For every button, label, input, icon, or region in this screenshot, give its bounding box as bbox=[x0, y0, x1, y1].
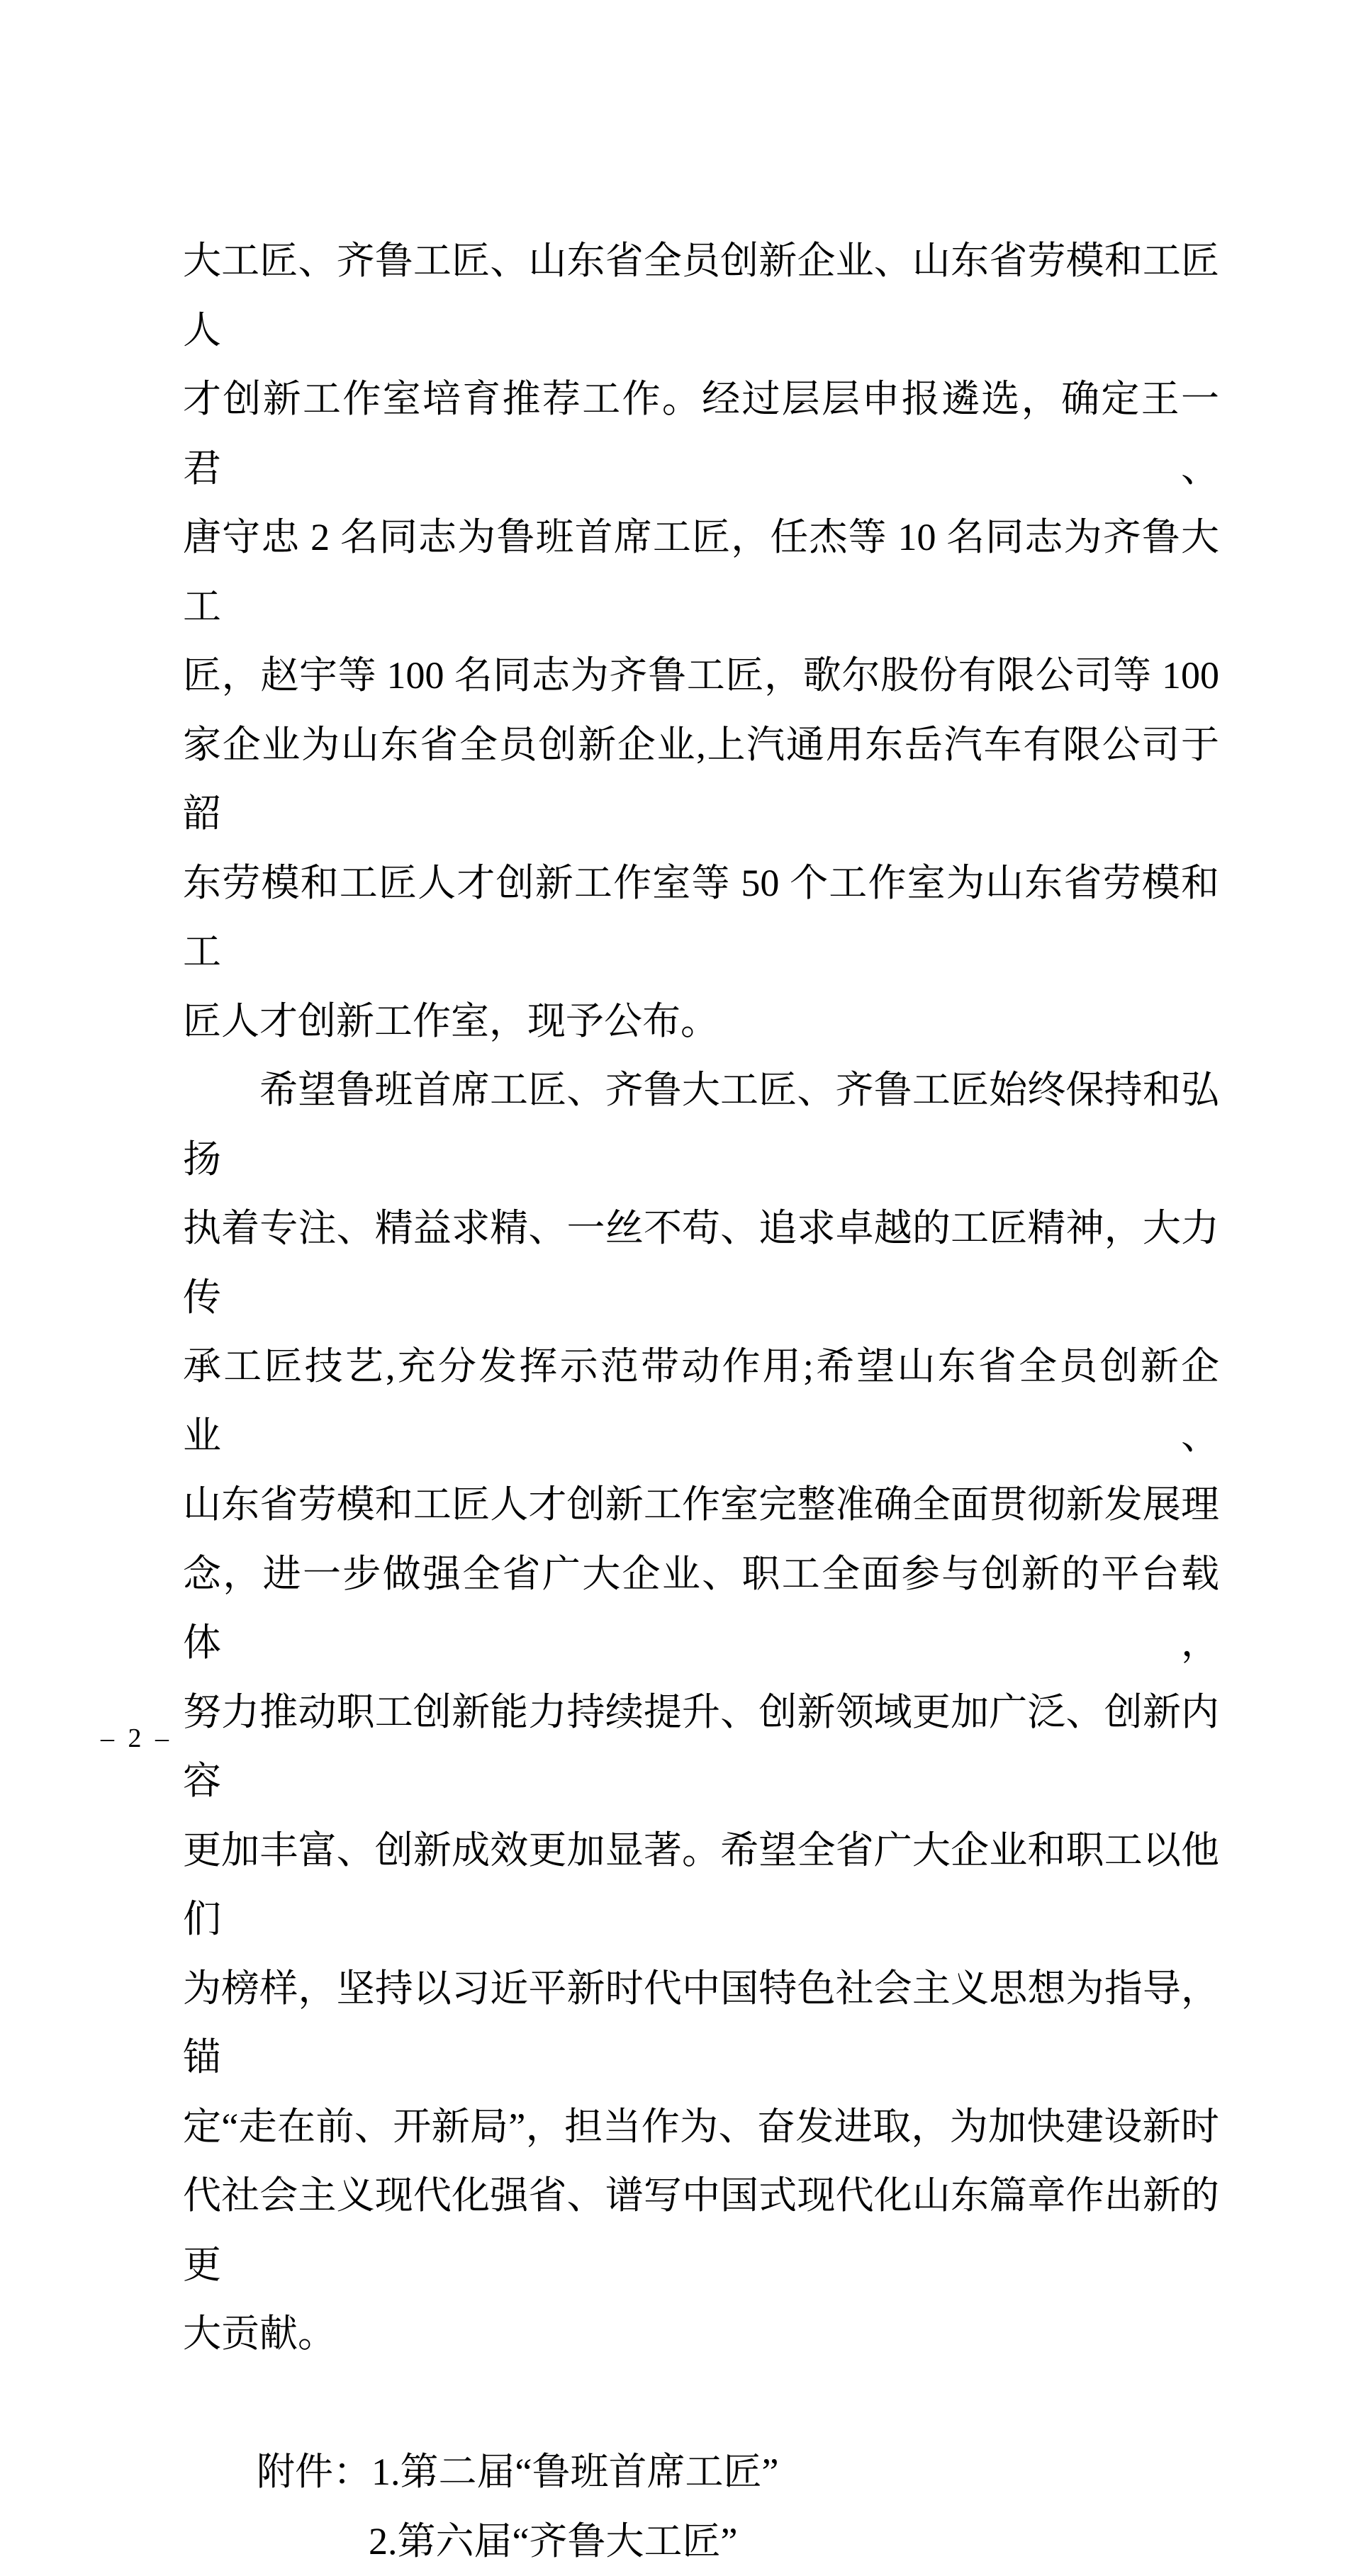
body-line: 山东省劳模和工匠人才创新工作室完整准确全面贯彻新发展理 bbox=[183, 1470, 1219, 1540]
body-line: 努力推动职工创新能力持续提升、创新领域更加广泛、创新内容 bbox=[183, 1678, 1219, 1816]
attachment-list-line-1: 附件：1.第二届“鲁班首席工匠” bbox=[183, 2438, 1219, 2507]
body-text-block bbox=[183, 227, 1219, 2576]
body-line: 大贡献。 bbox=[183, 2300, 1219, 2369]
body-line: 代社会主义现代化强省、谱写中国式现代化山东篇章作出新的更 bbox=[183, 2161, 1219, 2300]
body-line: 定“走在前、开新局”，担当作为、奋发进取，为加快建设新时 bbox=[183, 2093, 1219, 2162]
page-number-label: – 2 – bbox=[101, 1722, 169, 1755]
blank-line-spacer bbox=[183, 2369, 1219, 2439]
body-line: 承工匠技艺,充分发挥示范带动作用;希望山东省全员创新企业、 bbox=[183, 1332, 1219, 1470]
body-line: 执着专注、精益求精、一丝不苟、追求卓越的工匠精神，大力传 bbox=[183, 1194, 1219, 1332]
body-line: 更加丰富、创新成效更加显著。希望全省广大企业和职工以他们 bbox=[183, 1816, 1219, 1955]
body-line: 东劳模和工匠人才创新工作室等 50 个工作室为山东省劳模和工 bbox=[183, 849, 1219, 987]
body-line: 念，进一步做强全省广大企业、职工全面参与创新的平台载体， bbox=[183, 1540, 1219, 1678]
body-line: 才创新工作室培育推荐工作。经过层层申报遴选，确定王一君、 bbox=[183, 365, 1219, 503]
body-line: 大工匠、齐鲁工匠、山东省全员创新企业、山东省劳模和工匠人 bbox=[183, 227, 1219, 365]
attachment-list-line-2: 2.第六届“齐鲁大工匠” bbox=[183, 2507, 1219, 2576]
body-line: 为榜样，坚持以习近平新时代中国特色社会主义思想为指导，锚 bbox=[183, 1955, 1219, 2093]
body-line: 匠，赵宇等 100 名同志为齐鲁工匠，歌尔股份有限公司等 100 bbox=[183, 641, 1219, 711]
body-line: 家企业为山东省全员创新企业,上汽通用东岳汽车有限公司于韶 bbox=[183, 711, 1219, 849]
body-line: 匠人才创新工作室，现予公布。 bbox=[183, 987, 1219, 1057]
body-line-paragraph-start: 希望鲁班首席工匠、齐鲁大工匠、齐鲁工匠始终保持和弘扬 bbox=[183, 1056, 1219, 1194]
body-line: 唐守忠 2 名同志为鲁班首席工匠，任杰等 10 名同志为齐鲁大工 bbox=[183, 503, 1219, 641]
